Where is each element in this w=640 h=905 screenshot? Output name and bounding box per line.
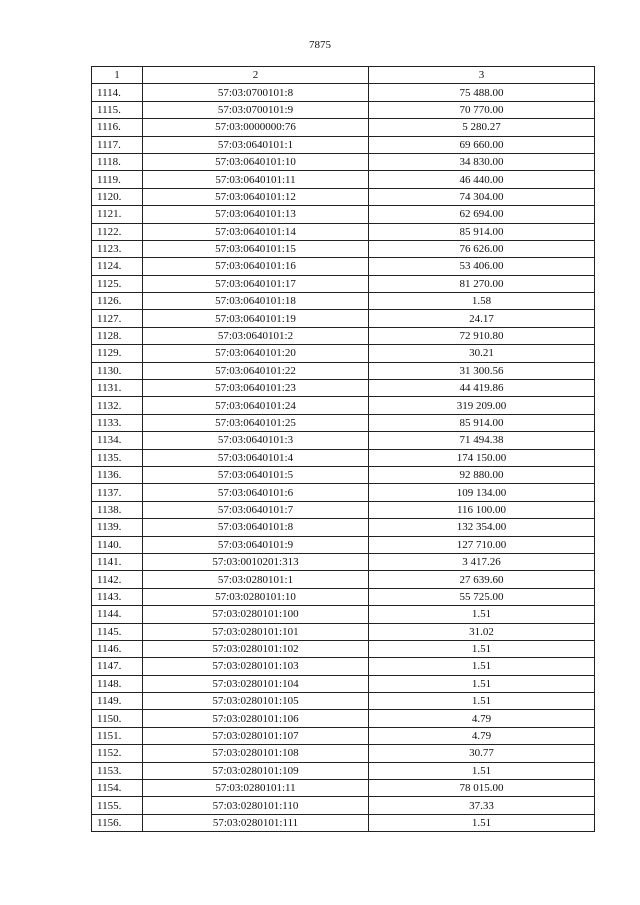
row-number: 1116. — [92, 119, 143, 136]
cadastral-value: 62 694.00 — [369, 206, 595, 223]
cadastral-value: 55 725.00 — [369, 588, 595, 605]
cadastral-value: 1.51 — [369, 640, 595, 657]
cadastral-value: 319 209.00 — [369, 397, 595, 414]
table-row — [92, 188, 595, 205]
cadastral-number: 57:03:0640101:14 — [143, 223, 369, 240]
row-number: 1156. — [92, 814, 143, 831]
cadastral-value: 72 910.80 — [369, 327, 595, 344]
row-number: 1147. — [92, 658, 143, 675]
row-number: 1131. — [92, 380, 143, 397]
table-row — [92, 780, 595, 797]
table-row — [92, 293, 595, 310]
row-number: 1123. — [92, 240, 143, 257]
cadastral-number: 57:03:0640101:18 — [143, 293, 369, 310]
cadastral-number: 57:03:0280101:11 — [143, 780, 369, 797]
table-row — [92, 275, 595, 292]
row-number: 1122. — [92, 223, 143, 240]
cadastral-number: 57:03:0640101:20 — [143, 345, 369, 362]
cadastral-number: 57:03:0280101:111 — [143, 814, 369, 831]
cadastral-value: 69 660.00 — [369, 136, 595, 153]
row-number: 1137. — [92, 484, 143, 501]
table-row — [92, 658, 595, 675]
cadastral-value: 46 440.00 — [369, 171, 595, 188]
header-col-1: 1 — [92, 67, 143, 84]
cadastral-value: 34 830.00 — [369, 153, 595, 170]
cadastral-number: 57:03:0280101:108 — [143, 745, 369, 762]
row-number: 1115. — [92, 101, 143, 118]
table-row — [92, 588, 595, 605]
table-row — [92, 640, 595, 657]
cadastral-number: 57:03:0640101:22 — [143, 362, 369, 379]
cadastral-number: 57:03:0700101:9 — [143, 101, 369, 118]
cadastral-value: 70 770.00 — [369, 101, 595, 118]
cadastral-number: 57:03:0640101:19 — [143, 310, 369, 327]
cadastral-number: 57:03:0280101:105 — [143, 693, 369, 710]
table-row — [92, 223, 595, 240]
cadastral-number: 57:03:0640101:15 — [143, 240, 369, 257]
cadastral-number: 57:03:0640101:17 — [143, 275, 369, 292]
table-row — [92, 710, 595, 727]
row-number: 1127. — [92, 310, 143, 327]
row-number: 1154. — [92, 780, 143, 797]
row-number: 1130. — [92, 362, 143, 379]
cadastral-number: 57:03:0280101:102 — [143, 640, 369, 657]
row-number: 1119. — [92, 171, 143, 188]
table-header-row — [92, 67, 595, 84]
cadastral-value: 92 880.00 — [369, 466, 595, 483]
cadastral-number: 57:03:0640101:8 — [143, 519, 369, 536]
table-row — [92, 345, 595, 362]
cadastral-number: 57:03:0640101:6 — [143, 484, 369, 501]
table-row — [92, 466, 595, 483]
table-row — [92, 814, 595, 831]
table-body — [92, 84, 595, 832]
cadastral-value: 85 914.00 — [369, 414, 595, 431]
cadastral-value: 75 488.00 — [369, 84, 595, 101]
table-row — [92, 414, 595, 431]
row-number: 1136. — [92, 466, 143, 483]
table-row — [92, 84, 595, 101]
cadastral-number: 57:03:0280101:104 — [143, 675, 369, 692]
cadastral-number: 57:03:0640101:1 — [143, 136, 369, 153]
cadastral-values-table — [91, 66, 595, 832]
cadastral-value: 74 304.00 — [369, 188, 595, 205]
cadastral-value: 1.51 — [369, 675, 595, 692]
table-row — [92, 727, 595, 744]
row-number: 1114. — [92, 84, 143, 101]
cadastral-number: 57:03:0280101:1 — [143, 571, 369, 588]
table-row — [92, 362, 595, 379]
table-row — [92, 745, 595, 762]
cadastral-value: 1.51 — [369, 658, 595, 675]
row-number: 1121. — [92, 206, 143, 223]
cadastral-number: 57:03:0280101:106 — [143, 710, 369, 727]
table-row — [92, 762, 595, 779]
cadastral-value: 174 150.00 — [369, 449, 595, 466]
cadastral-number: 57:03:0280101:109 — [143, 762, 369, 779]
cadastral-value: 3 417.26 — [369, 553, 595, 570]
row-number: 1125. — [92, 275, 143, 292]
row-number: 1120. — [92, 188, 143, 205]
row-number: 1146. — [92, 640, 143, 657]
table-row — [92, 797, 595, 814]
cadastral-value: 1.51 — [369, 814, 595, 831]
cadastral-value: 76 626.00 — [369, 240, 595, 257]
table-row — [92, 240, 595, 257]
cadastral-value: 24.17 — [369, 310, 595, 327]
row-number: 1140. — [92, 536, 143, 553]
row-number: 1148. — [92, 675, 143, 692]
table-row — [92, 675, 595, 692]
cadastral-number: 57:03:0640101:25 — [143, 414, 369, 431]
row-number: 1126. — [92, 293, 143, 310]
table-row — [92, 206, 595, 223]
cadastral-number: 57:03:0640101:24 — [143, 397, 369, 414]
row-number: 1132. — [92, 397, 143, 414]
cadastral-value: 44 419.86 — [369, 380, 595, 397]
table-row — [92, 501, 595, 518]
table-row — [92, 623, 595, 640]
table-row — [92, 327, 595, 344]
table-row — [92, 553, 595, 570]
row-number: 1133. — [92, 414, 143, 431]
cadastral-value: 1.58 — [369, 293, 595, 310]
table-row — [92, 693, 595, 710]
table-row — [92, 432, 595, 449]
table-row — [92, 606, 595, 623]
row-number: 1118. — [92, 153, 143, 170]
cadastral-value: 53 406.00 — [369, 258, 595, 275]
cadastral-value: 71 494.38 — [369, 432, 595, 449]
table-row — [92, 536, 595, 553]
cadastral-number: 57:03:0640101:4 — [143, 449, 369, 466]
row-number: 1153. — [92, 762, 143, 779]
row-number: 1143. — [92, 588, 143, 605]
cadastral-value: 132 354.00 — [369, 519, 595, 536]
cadastral-value: 5 280.27 — [369, 119, 595, 136]
cadastral-value: 109 134.00 — [369, 484, 595, 501]
row-number: 1152. — [92, 745, 143, 762]
cadastral-number: 57:03:0010201:313 — [143, 553, 369, 570]
row-number: 1141. — [92, 553, 143, 570]
table-row — [92, 258, 595, 275]
row-number: 1151. — [92, 727, 143, 744]
row-number: 1149. — [92, 693, 143, 710]
row-number: 1117. — [92, 136, 143, 153]
cadastral-value: 4.79 — [369, 710, 595, 727]
cadastral-value: 4.79 — [369, 727, 595, 744]
table-row — [92, 171, 595, 188]
cadastral-number: 57:03:0640101:5 — [143, 466, 369, 483]
table-row — [92, 101, 595, 118]
cadastral-value: 1.51 — [369, 693, 595, 710]
cadastral-value: 116 100.00 — [369, 501, 595, 518]
cadastral-number: 57:03:0280101:100 — [143, 606, 369, 623]
header-col-2: 2 — [143, 67, 369, 84]
cadastral-number: 57:03:0640101:9 — [143, 536, 369, 553]
cadastral-value: 81 270.00 — [369, 275, 595, 292]
table-row — [92, 119, 595, 136]
cadastral-number: 57:03:0640101:23 — [143, 380, 369, 397]
cadastral-number: 57:03:0640101:10 — [143, 153, 369, 170]
table-row — [92, 310, 595, 327]
row-number: 1138. — [92, 501, 143, 518]
row-number: 1144. — [92, 606, 143, 623]
table-row — [92, 136, 595, 153]
header-col-3: 3 — [369, 67, 595, 84]
row-number: 1134. — [92, 432, 143, 449]
row-number: 1150. — [92, 710, 143, 727]
table-row — [92, 519, 595, 536]
cadastral-value: 127 710.00 — [369, 536, 595, 553]
cadastral-value: 78 015.00 — [369, 780, 595, 797]
row-number: 1142. — [92, 571, 143, 588]
cadastral-value: 37.33 — [369, 797, 595, 814]
cadastral-value: 1.51 — [369, 606, 595, 623]
table-row — [92, 484, 595, 501]
cadastral-number: 57:03:0280101:10 — [143, 588, 369, 605]
cadastral-number: 57:03:0280101:101 — [143, 623, 369, 640]
cadastral-value: 1.51 — [369, 762, 595, 779]
cadastral-number: 57:03:0640101:16 — [143, 258, 369, 275]
cadastral-number: 57:03:0280101:103 — [143, 658, 369, 675]
cadastral-number: 57:03:0640101:2 — [143, 327, 369, 344]
row-number: 1124. — [92, 258, 143, 275]
row-number: 1139. — [92, 519, 143, 536]
row-number: 1135. — [92, 449, 143, 466]
row-number: 1128. — [92, 327, 143, 344]
row-number: 1155. — [92, 797, 143, 814]
cadastral-number: 57:03:0640101:7 — [143, 501, 369, 518]
cadastral-value: 27 639.60 — [369, 571, 595, 588]
cadastral-number: 57:03:0280101:107 — [143, 727, 369, 744]
table-row — [92, 571, 595, 588]
cadastral-value: 31 300.56 — [369, 362, 595, 379]
cadastral-number: 57:03:0000000:76 — [143, 119, 369, 136]
cadastral-number: 57:03:0640101:3 — [143, 432, 369, 449]
cadastral-number: 57:03:0640101:12 — [143, 188, 369, 205]
row-number: 1129. — [92, 345, 143, 362]
table-row — [92, 380, 595, 397]
cadastral-number: 57:03:0700101:8 — [143, 84, 369, 101]
page-number: 7875 — [309, 39, 331, 51]
cadastral-value: 30.77 — [369, 745, 595, 762]
cadastral-value: 85 914.00 — [369, 223, 595, 240]
row-number: 1145. — [92, 623, 143, 640]
cadastral-value: 31.02 — [369, 623, 595, 640]
cadastral-value: 30.21 — [369, 345, 595, 362]
table-row — [92, 397, 595, 414]
table-row — [92, 449, 595, 466]
table-row — [92, 153, 595, 170]
cadastral-number: 57:03:0280101:110 — [143, 797, 369, 814]
cadastral-number: 57:03:0640101:11 — [143, 171, 369, 188]
cadastral-number: 57:03:0640101:13 — [143, 206, 369, 223]
